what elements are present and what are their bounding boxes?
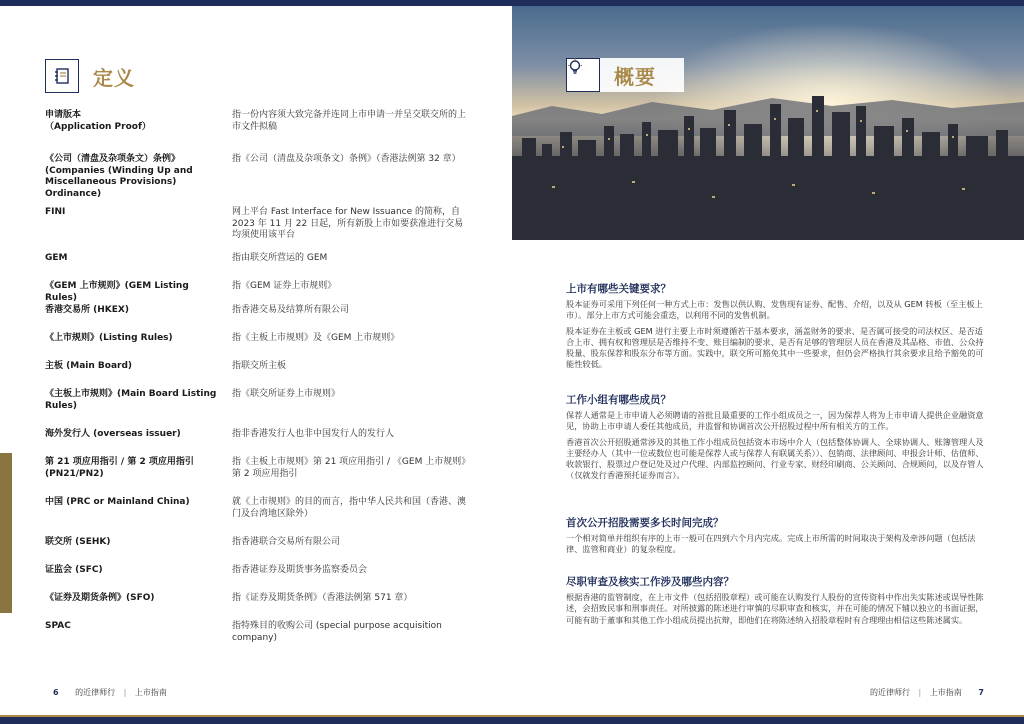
lightbulb-icon bbox=[566, 58, 600, 92]
overview-header bbox=[566, 58, 684, 92]
overview-title-box bbox=[566, 58, 684, 92]
left-page bbox=[0, 6, 512, 706]
bottom-bar bbox=[0, 717, 1024, 724]
section-paragraph: 保荐人通常是上市申请人必须聘请的首批且最重要的工作小组成员之一，因为保荐人将为上市申请人提供企业融资意见，协助上市申请人委任其他成员，并监督和协调首次公开招股过程中所有相关方的工作。 bbox=[566, 410, 984, 432]
footer-doc: 上市指南 bbox=[134, 688, 167, 697]
section-paragraph: 股本证券可采用下列任何一种方式上市：发售以供认购、发售现有证券、配售、介绍，以及从 GEM 转板（至主板上市）。部分上市方式可能会重迭，以利用不同的发售机制。 bbox=[566, 299, 983, 321]
left-footer bbox=[53, 687, 167, 698]
definitions-header bbox=[45, 59, 135, 93]
definition-term: 联交所 (SEHK) bbox=[45, 537, 111, 547]
page-number: 7 bbox=[978, 688, 984, 697]
definition-term: 《上市规则》(Listing Rules) bbox=[45, 333, 173, 343]
definition-desc: 指《主板上市规则》第 21 项应用指引 / 《GEM 上市规则》第 2 项应用指引 bbox=[232, 457, 471, 479]
definition-desc: 指由联交所营运的 GEM bbox=[232, 253, 328, 263]
definition-term: SPAC bbox=[45, 621, 71, 631]
definition-desc: 指一份内容须大致完备并连同上市申请一并呈交联交所的上市文件拟稿 bbox=[232, 110, 467, 132]
footer-doc: 上市指南 bbox=[929, 688, 962, 697]
right-footer bbox=[870, 687, 984, 698]
city-skyline-photo bbox=[512, 6, 1024, 240]
section-heading: 首次公开招股需要多长时间完成？ bbox=[566, 517, 724, 529]
definition-term: 《公司（清盘及杂项条文）条例》 (Companies (Winding Up and Miscellaneous Provisions) Ordinance) bbox=[45, 154, 193, 199]
definition-term: 申请版本 （Application Proof） bbox=[45, 110, 151, 132]
definition-term: 《证券及期货条例》(SFO) bbox=[45, 593, 155, 603]
definition-term: FINI bbox=[45, 207, 66, 217]
section-paragraph: 香港首次公开招股通常涉及的其他工作小组成员包括资本市场中介人（包括整体协调人、全球协调人、账簿管理人及主要经办人（其中一位或数位也可能是保荐人或与保荐人有联属关系））、包销商、法律顾问、申报会计师、估值师、收款银行、股票过户登记处及过户代理、内部监控顾问、行业专家、财经印刷商、公关顾问、合规顾问，以及存管人（仅就发行香港预托证券而言）。 bbox=[566, 436, 984, 481]
definition-desc: 指《联交所证券上市规则》 bbox=[232, 389, 341, 399]
definition-desc: 指《主板上市规则》及《GEM 上市规则》 bbox=[232, 333, 400, 343]
definition-term: 主板 (Main Board) bbox=[45, 361, 133, 371]
definition-desc: 指香港交易及结算所有限公司 bbox=[232, 305, 350, 315]
definitions-title: 定义 bbox=[93, 65, 135, 90]
footer-firm: 的近律师行 bbox=[870, 688, 910, 697]
definition-term: 第 21 项应用指引 / 第 2 项应用指引 (PN21/PN2) bbox=[45, 457, 194, 479]
definition-term: 香港交易所 (HKEX) bbox=[45, 305, 129, 315]
page-number: 6 bbox=[53, 688, 59, 697]
definition-desc: 就《上市规则》的目的而言，指中华人民共和国（香港、澳门及台湾地区除外） bbox=[232, 497, 467, 519]
definition-desc: 网上平台 Fast Interface for New Issuance 的简称，自 2023 年 11 月 22 日起，所有新股上市如要获准进行交易均须使用该平台 bbox=[232, 207, 464, 240]
definition-desc: 指《证券及期货条例》（香港法例第 571 章） bbox=[232, 593, 413, 603]
qa-section bbox=[566, 392, 986, 486]
footer-separator: | bbox=[918, 688, 922, 697]
definition-desc: 指《公司（清盘及杂项条文）条例》（香港法例第 32 章） bbox=[232, 154, 461, 164]
notebook-icon bbox=[45, 59, 79, 93]
qa-section bbox=[566, 281, 986, 375]
definition-desc: 指特殊目的收购公司 (special purpose acquisition company) bbox=[232, 621, 442, 643]
definition-term: 《主板上市规则》(Main Board Listing Rules) bbox=[45, 389, 217, 411]
definition-desc: 指香港联合交易所有限公司 bbox=[232, 537, 341, 547]
section-paragraph: 根据香港的监管制度，在上市文件（包括招股章程）或可能在认购发行人股份的宣传资料中作出失实陈述或误导性陈述，会招致民事和刑事责任。对所披露的陈述进行审慎的尽职审查和核实，并在可能的情况下辅以独立的书面证据，可能有助于董事和其他工作小组成员提出抗辩，即他们在将陈述纳入招股章程时有合理理由相信这些陈述属实。 bbox=[566, 592, 984, 625]
definition-desc: 指《GEM 证券上市规则》 bbox=[232, 281, 337, 291]
definition-term: 《GEM 上市规则》(GEM Listing Rules) bbox=[45, 281, 189, 303]
footer-firm: 的近律师行 bbox=[75, 688, 116, 697]
definition-term: 证监会 (SFC) bbox=[45, 565, 103, 575]
definition-term: GEM bbox=[45, 253, 68, 263]
right-page bbox=[512, 6, 1024, 706]
definition-desc: 指非香港发行人也非中国发行人的发行人 bbox=[232, 429, 395, 439]
qa-section bbox=[566, 515, 986, 560]
definition-desc: 指联交所主板 bbox=[232, 361, 287, 371]
overview-title: 概要 bbox=[614, 64, 656, 89]
section-heading: 工作小组有哪些成员？ bbox=[566, 394, 671, 406]
qa-section bbox=[566, 574, 986, 630]
definition-desc: 指香港证券及期货事务监察委员会 bbox=[232, 565, 368, 575]
definition-term: 中国 (PRC or Mainland China) bbox=[45, 497, 190, 507]
section-paragraph: 股本证券在主板或 GEM 进行主要上市时须遵循若干基本要求，涵盖财务的要求、是否属可接受的司法权区、是否适合上市、拥有权和管理层是否维持不变、账目编制的要求、是否有足够的管理层人员在香港及其品格、市值、公众持股量、股东保荐和股东分布等方面。实践中，联交所可豁免其中一些要求，但仍会严格执行其余要求且给予豁免的可能性较低。 bbox=[566, 325, 984, 370]
definition-term: 海外发行人 (overseas issuer) bbox=[45, 429, 181, 439]
section-heading: 尽职审查及核实工作涉及哪些内容？ bbox=[566, 576, 734, 588]
section-paragraph: 一个相对简单并组织有序的上市一般可在四到六个月内完成。完成上市所需的时间取决于架构及牵涉问题（包括法律、监管和商业）的复杂程度。 bbox=[566, 533, 976, 555]
section-heading: 上市有哪些关键要求？ bbox=[566, 283, 671, 295]
footer-separator: | bbox=[123, 688, 127, 697]
